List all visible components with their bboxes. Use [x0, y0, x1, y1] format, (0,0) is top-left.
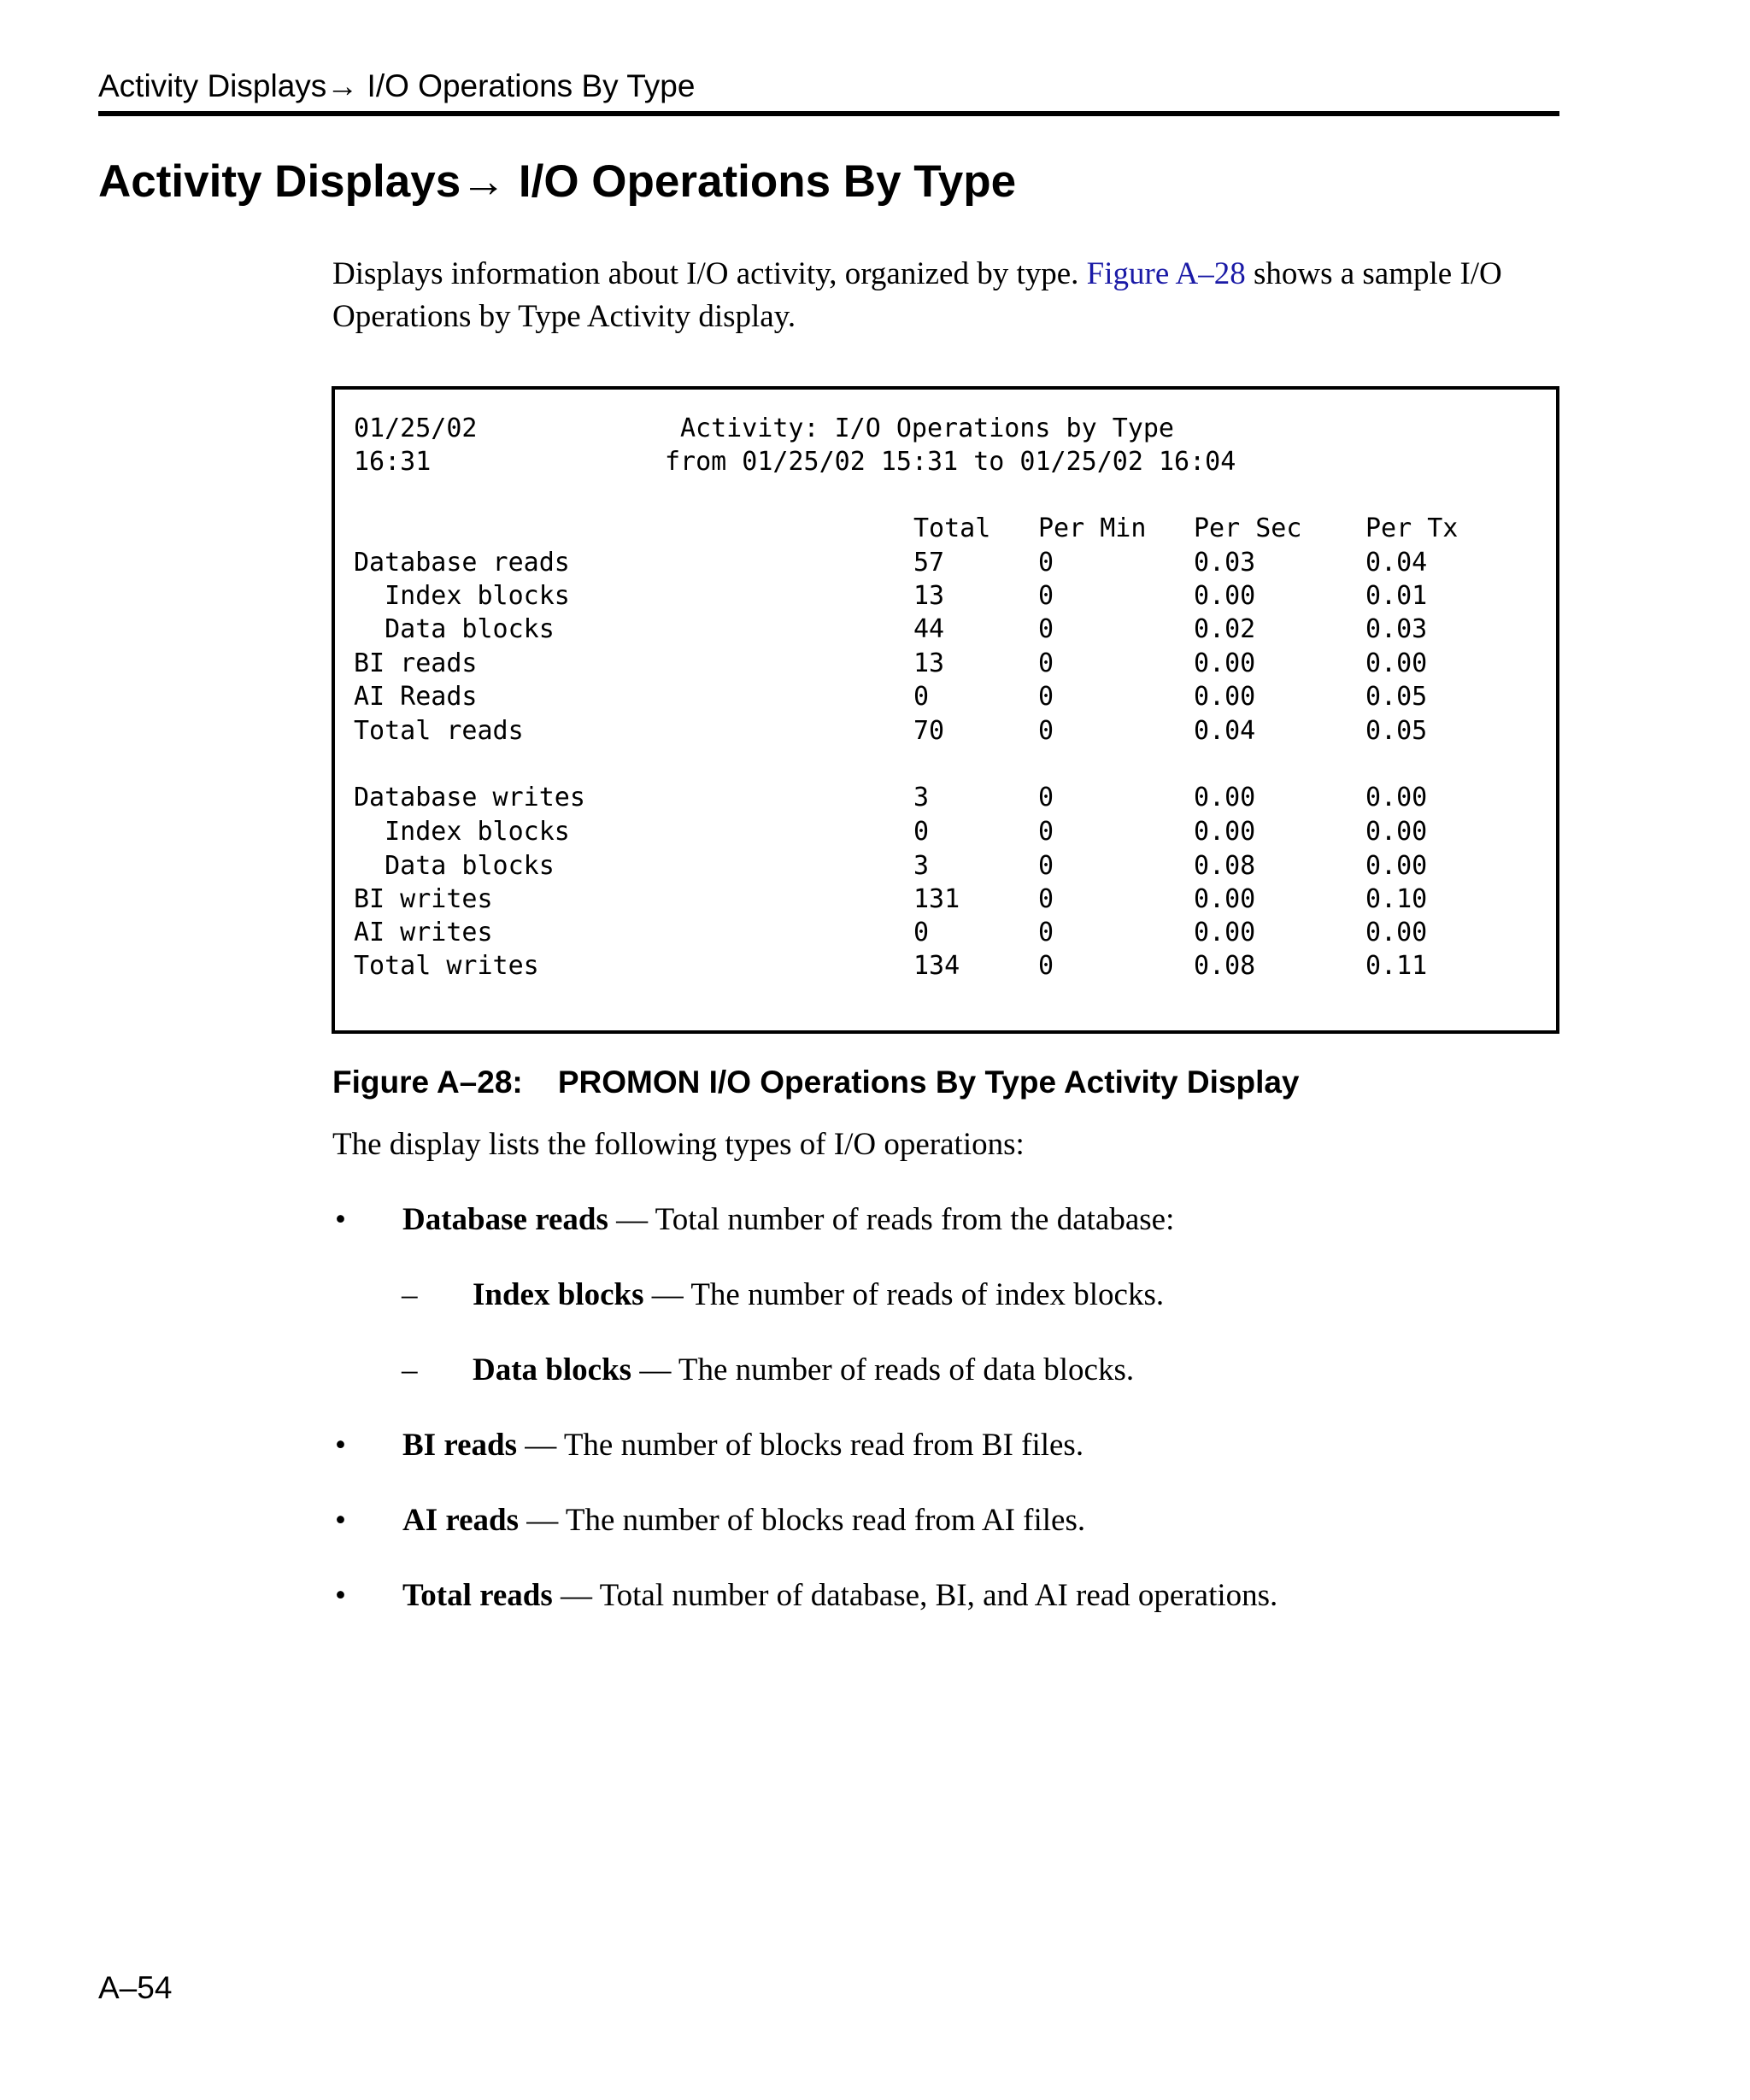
row-value: 0: [1038, 648, 1054, 678]
row-value: 13: [913, 648, 945, 678]
list-item-term: BI reads: [402, 1428, 517, 1463]
row-value: 0: [1038, 783, 1054, 812]
display-time: 16:31: [354, 447, 432, 477]
row-value: 0.00: [1365, 918, 1428, 947]
list-item-description: — Total number of database, BI, and AI read operations.: [552, 1578, 1278, 1613]
row-label: AI writes: [354, 918, 493, 947]
figure-number: Figure A–28:: [332, 1065, 523, 1100]
row-value: 0: [1038, 614, 1054, 644]
intro-paragraph: [332, 253, 1563, 338]
list-item-term: Index blocks: [473, 1277, 644, 1312]
intro-text-after: shows a sample I/O Operations by Type Activity display.: [332, 256, 1502, 334]
row-label: AI Reads: [354, 682, 478, 712]
figure-caption: [332, 1065, 1300, 1100]
row-value: 0.00: [1194, 682, 1256, 712]
list-item-text: [402, 1427, 1083, 1464]
row-value: 0: [913, 918, 930, 947]
list-item-text: [402, 1577, 1277, 1614]
list-item-term: Total reads: [402, 1578, 553, 1613]
row-value: 0: [1038, 682, 1054, 712]
row-value: 134: [913, 951, 960, 981]
row-value: 0.01: [1365, 581, 1428, 611]
display-range: from 01/25/02 15:31 to 01/25/02 16:04: [665, 447, 1236, 477]
column-header-per-tx: Per Tx: [1365, 513, 1459, 543]
list-item-text: [473, 1352, 1134, 1388]
row-value: 0: [1038, 951, 1054, 981]
row-value: 0: [1038, 817, 1054, 847]
list-item-description: — The number of reads of data blocks.: [631, 1352, 1135, 1387]
lead-paragraph: The display lists the following types of I/O operations:: [332, 1127, 1025, 1162]
row-value: 0.11: [1365, 951, 1428, 981]
page-number: A–54: [98, 1970, 173, 2005]
list-item-description: — The number of blocks read from BI files.: [516, 1428, 1084, 1463]
bullet-marker: •: [335, 1202, 346, 1237]
row-value: 0: [1038, 548, 1054, 578]
row-value: 0.10: [1365, 884, 1428, 914]
row-value: 3: [913, 851, 930, 881]
row-value: 0.02: [1194, 614, 1256, 644]
row-value: 0.00: [1365, 817, 1428, 847]
row-value: 3: [913, 783, 930, 812]
display-title: Activity: I/O Operations by Type: [680, 414, 1174, 443]
column-header-per-sec: Per Sec: [1194, 513, 1302, 543]
row-value: 0.00: [1365, 851, 1428, 881]
page-title: Activity Displays→ I/O Operations By Type: [98, 156, 1017, 207]
row-value: 0.00: [1194, 648, 1256, 678]
intro-text-before: Displays information about I/O activity, organized by type.: [332, 256, 1087, 291]
row-value: 0: [1038, 851, 1054, 881]
dash-marker: –: [402, 1277, 418, 1312]
row-label: Index blocks: [354, 817, 570, 847]
row-value: 70: [913, 716, 945, 746]
list-item-text: [402, 1201, 1174, 1238]
bullet-marker: •: [335, 1428, 346, 1463]
row-value: 0.00: [1365, 648, 1428, 678]
row-value: 0.08: [1194, 851, 1256, 881]
row-value: 0: [1038, 884, 1054, 914]
figure-link[interactable]: Figure A–28: [1086, 256, 1246, 291]
row-label: Total reads: [354, 716, 524, 746]
row-value: 13: [913, 581, 945, 611]
row-value: 0: [1038, 581, 1054, 611]
row-value: 0.00: [1365, 783, 1428, 812]
row-value: 0.03: [1365, 614, 1428, 644]
figure-title: PROMON I/O Operations By Type Activity Display: [557, 1065, 1300, 1100]
list-item-description: — Total number of reads from the database:: [608, 1202, 1175, 1237]
column-header-per-min: Per Min: [1038, 513, 1147, 543]
row-label: Total writes: [354, 951, 539, 981]
row-value: 0: [1038, 918, 1054, 947]
row-label: Data blocks: [354, 851, 555, 881]
bullet-marker: •: [335, 1578, 346, 1613]
row-value: 44: [913, 614, 945, 644]
list-item-description: — The number of blocks read from AI files.: [519, 1503, 1086, 1538]
list-item-text: [402, 1502, 1085, 1539]
running-header: Activity Displays→ I/O Operations By Type: [98, 68, 696, 103]
row-value: 0.00: [1194, 817, 1256, 847]
row-value: 0.05: [1365, 682, 1428, 712]
dash-marker: –: [402, 1352, 418, 1387]
row-value: 0.08: [1194, 951, 1256, 981]
row-label: Data blocks: [354, 614, 555, 644]
row-value: 0: [1038, 716, 1054, 746]
row-value: 0.05: [1365, 716, 1428, 746]
list-item-term: AI reads: [402, 1503, 520, 1538]
row-label: BI writes: [354, 884, 493, 914]
list-item-description: — The number of reads of index blocks.: [643, 1277, 1165, 1312]
row-value: 57: [913, 548, 945, 578]
promon-display: [332, 386, 1559, 1034]
header-rule: [98, 111, 1559, 116]
row-value: 0.04: [1194, 716, 1256, 746]
row-value: 0.00: [1194, 884, 1256, 914]
list-item-text: [473, 1276, 1164, 1313]
row-value: 0.00: [1194, 918, 1256, 947]
row-value: 0.00: [1194, 783, 1256, 812]
row-value: 0.03: [1194, 548, 1256, 578]
row-label: Database writes: [354, 783, 585, 812]
row-label: BI reads: [354, 648, 478, 678]
row-value: 0.04: [1365, 548, 1428, 578]
display-date: 01/25/02: [354, 414, 478, 443]
list-item-term: Data blocks: [473, 1352, 632, 1387]
row-value: 0: [913, 682, 930, 712]
row-label: Database reads: [354, 548, 570, 578]
row-label: Index blocks: [354, 581, 570, 611]
column-header-total: Total: [913, 513, 991, 543]
row-value: 131: [913, 884, 960, 914]
row-value: 0: [913, 817, 930, 847]
bullet-marker: •: [335, 1503, 346, 1538]
list-item-term: Database reads: [402, 1202, 608, 1237]
row-value: 0.00: [1194, 581, 1256, 611]
